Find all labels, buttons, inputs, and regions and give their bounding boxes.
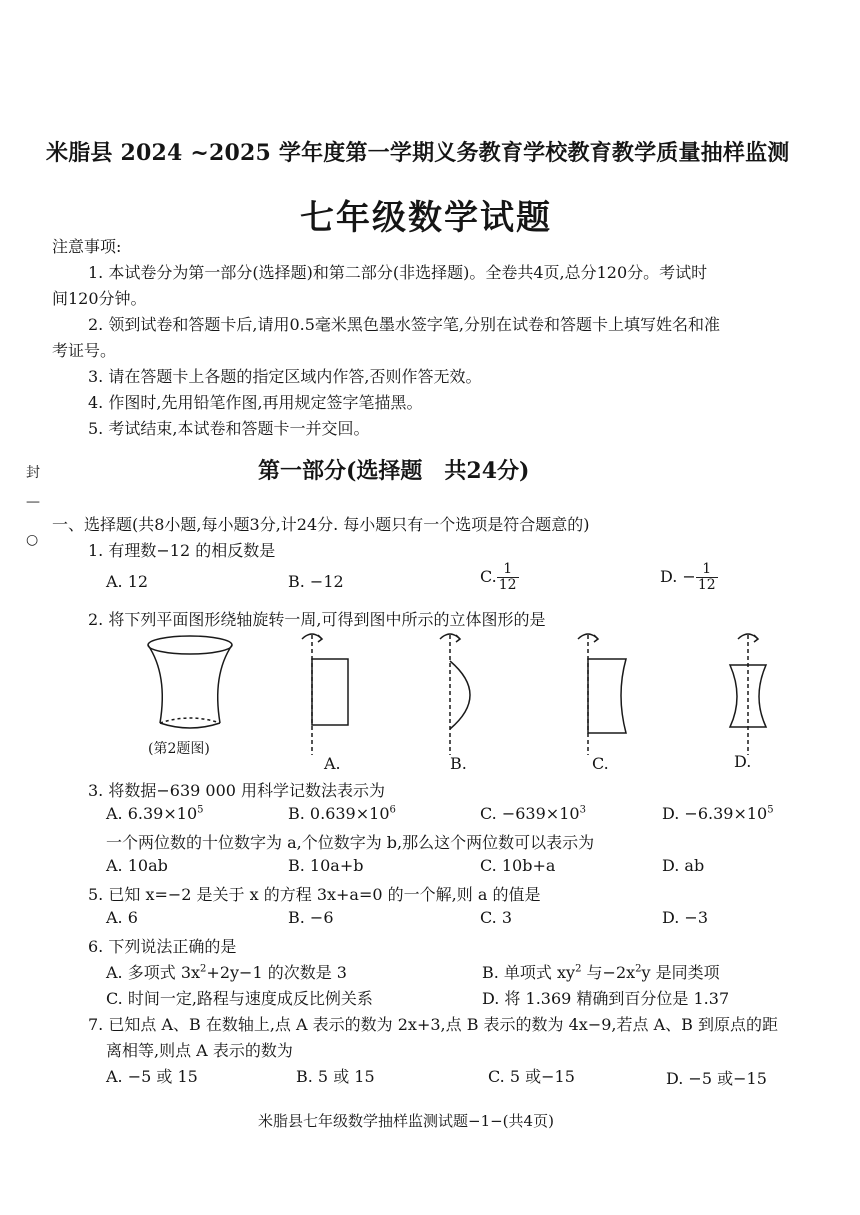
section-intro: 一、选择题(共8小题,每小题3分,计24分. 每小题只有一个选项是符合题意的) — [52, 515, 590, 534]
q5-option-c: C. 3 — [480, 908, 513, 927]
q4-option-d: D. ab — [662, 856, 705, 875]
q2-figure-caption: (第2题图) — [148, 741, 210, 757]
q4-option-a: A. 10ab — [106, 856, 168, 875]
q1-option-b: B. −12 — [288, 572, 344, 591]
q7-option-c: C. 5 或−15 — [488, 1067, 575, 1086]
note-line: 间120分钟。 — [52, 289, 147, 308]
note-line: 2. 领到试卷和答题卡后,请用0.5毫米黑色墨水签字笔,分别在试卷和答题卡上填写姓名和准 — [88, 315, 720, 334]
q2-figures — [0, 625, 860, 775]
binding-mark: ○ — [26, 532, 39, 548]
notes-heading: 注意事项: — [52, 237, 122, 256]
q2-option-c: C. — [592, 754, 609, 773]
q7-option-a: A. −5 或 15 — [106, 1067, 198, 1086]
binding-mark: — — [26, 494, 40, 510]
q1-option-a: A. 12 — [106, 572, 149, 591]
q4-stem: 一个两位数的十位数字为 a,个位数字为 b,那么这个两位数可以表示为 — [106, 833, 595, 852]
cup-solid-figure — [148, 636, 232, 728]
section-title: 第一部分(选择题 共24分) — [258, 458, 530, 484]
note-line: 考证号。 — [52, 341, 117, 360]
q2-option-a: A. — [324, 754, 341, 773]
q4-option-b: B. 10a+b — [288, 856, 364, 875]
q5-option-b: B. −6 — [288, 908, 334, 927]
q7-stem-cont: 离相等,则点 A 表示的数为 — [106, 1041, 293, 1060]
q3-option-a: A. $6.39\times 10^5$ — [106, 804, 204, 823]
q2-stem: 2. 将下列平面图形绕轴旋转一周,可得到图中所示的立体图形的是 — [88, 610, 546, 629]
option-b-figure — [440, 634, 470, 755]
q4-option-c: C. 10b+a — [480, 856, 556, 875]
q7-stem: 7. 已知点 A、B 在数轴上,点 A 表示的数为 2x+3,点 B 表示的数为 4x−9,若点 A、B 到原点的距 — [88, 1015, 778, 1034]
note-line: 5. 考试结束,本试卷和答题卡一并交回。 — [88, 419, 370, 438]
q3-option-b: B. $0.639\times 10^6$ — [288, 804, 396, 823]
option-d-figure — [730, 634, 766, 755]
q3-option-d: D. $-6.39\times 10^5$ — [662, 804, 774, 823]
q7-option-b: B. 5 或 15 — [296, 1067, 375, 1086]
page-title: 七年级数学试题 — [300, 198, 552, 238]
option-a-figure — [302, 634, 348, 755]
note-line: 1. 本试卷分为第一部分(选择题)和第二部分(非选择题)。全卷共4页,总分120分。考试时 — [88, 263, 708, 282]
q6-option-b: B. 单项式 $xy^2$ 与$-2x^2y$ 是同类项 — [482, 963, 720, 982]
q3-stem: 3. 将数据−639 000 用科学记数法表示为 — [88, 781, 386, 800]
option-c-figure — [578, 634, 626, 755]
q6-stem: 6. 下列说法正确的是 — [88, 937, 237, 956]
q6-option-c: C. 时间一定,路程与速度成反比例关系 — [106, 989, 373, 1008]
q1-option-c: C. $\frac{1}{12}$ — [480, 561, 517, 593]
q6-option-d: D. 将 1.369 精确到百分位是 1.37 — [482, 989, 730, 1008]
q7-option-d: D. −5 或−15 — [666, 1069, 767, 1088]
q5-option-a: A. 6 — [106, 908, 138, 927]
binding-mark: 封 — [26, 465, 40, 481]
q3-option-c: C. $-639\times 10^3$ — [480, 804, 586, 823]
exam-name: 米脂县 2024 ~2025 学年度第一学期义务教育学校教育教学质量抽样监测 — [46, 140, 790, 166]
q5-option-d: D. −3 — [662, 908, 709, 927]
q2-option-b: B. — [450, 754, 467, 773]
q2-option-d: D. — [734, 752, 752, 771]
note-line: 4. 作图时,先用铅笔作图,再用规定签字笔描黑。 — [88, 393, 423, 412]
q5-stem: 5. 已知 x=−2 是关于 x 的方程 3x+a=0 的一个解,则 a 的值是 — [88, 885, 541, 904]
q1-stem: 1. 有理数−12 的相反数是 — [88, 541, 276, 560]
page-footer: 米脂县七年级数学抽样监测试题−1−(共4页) — [258, 1112, 554, 1130]
q6-option-a: A. 多项式 $3x^2+2y-1$ 的次数是 3 — [106, 963, 347, 982]
note-line: 3. 请在答题卡上各题的指定区域内作答,否则作答无效。 — [88, 367, 482, 386]
q1-option-d: D. − $\frac{1}{12}$ — [660, 561, 716, 593]
